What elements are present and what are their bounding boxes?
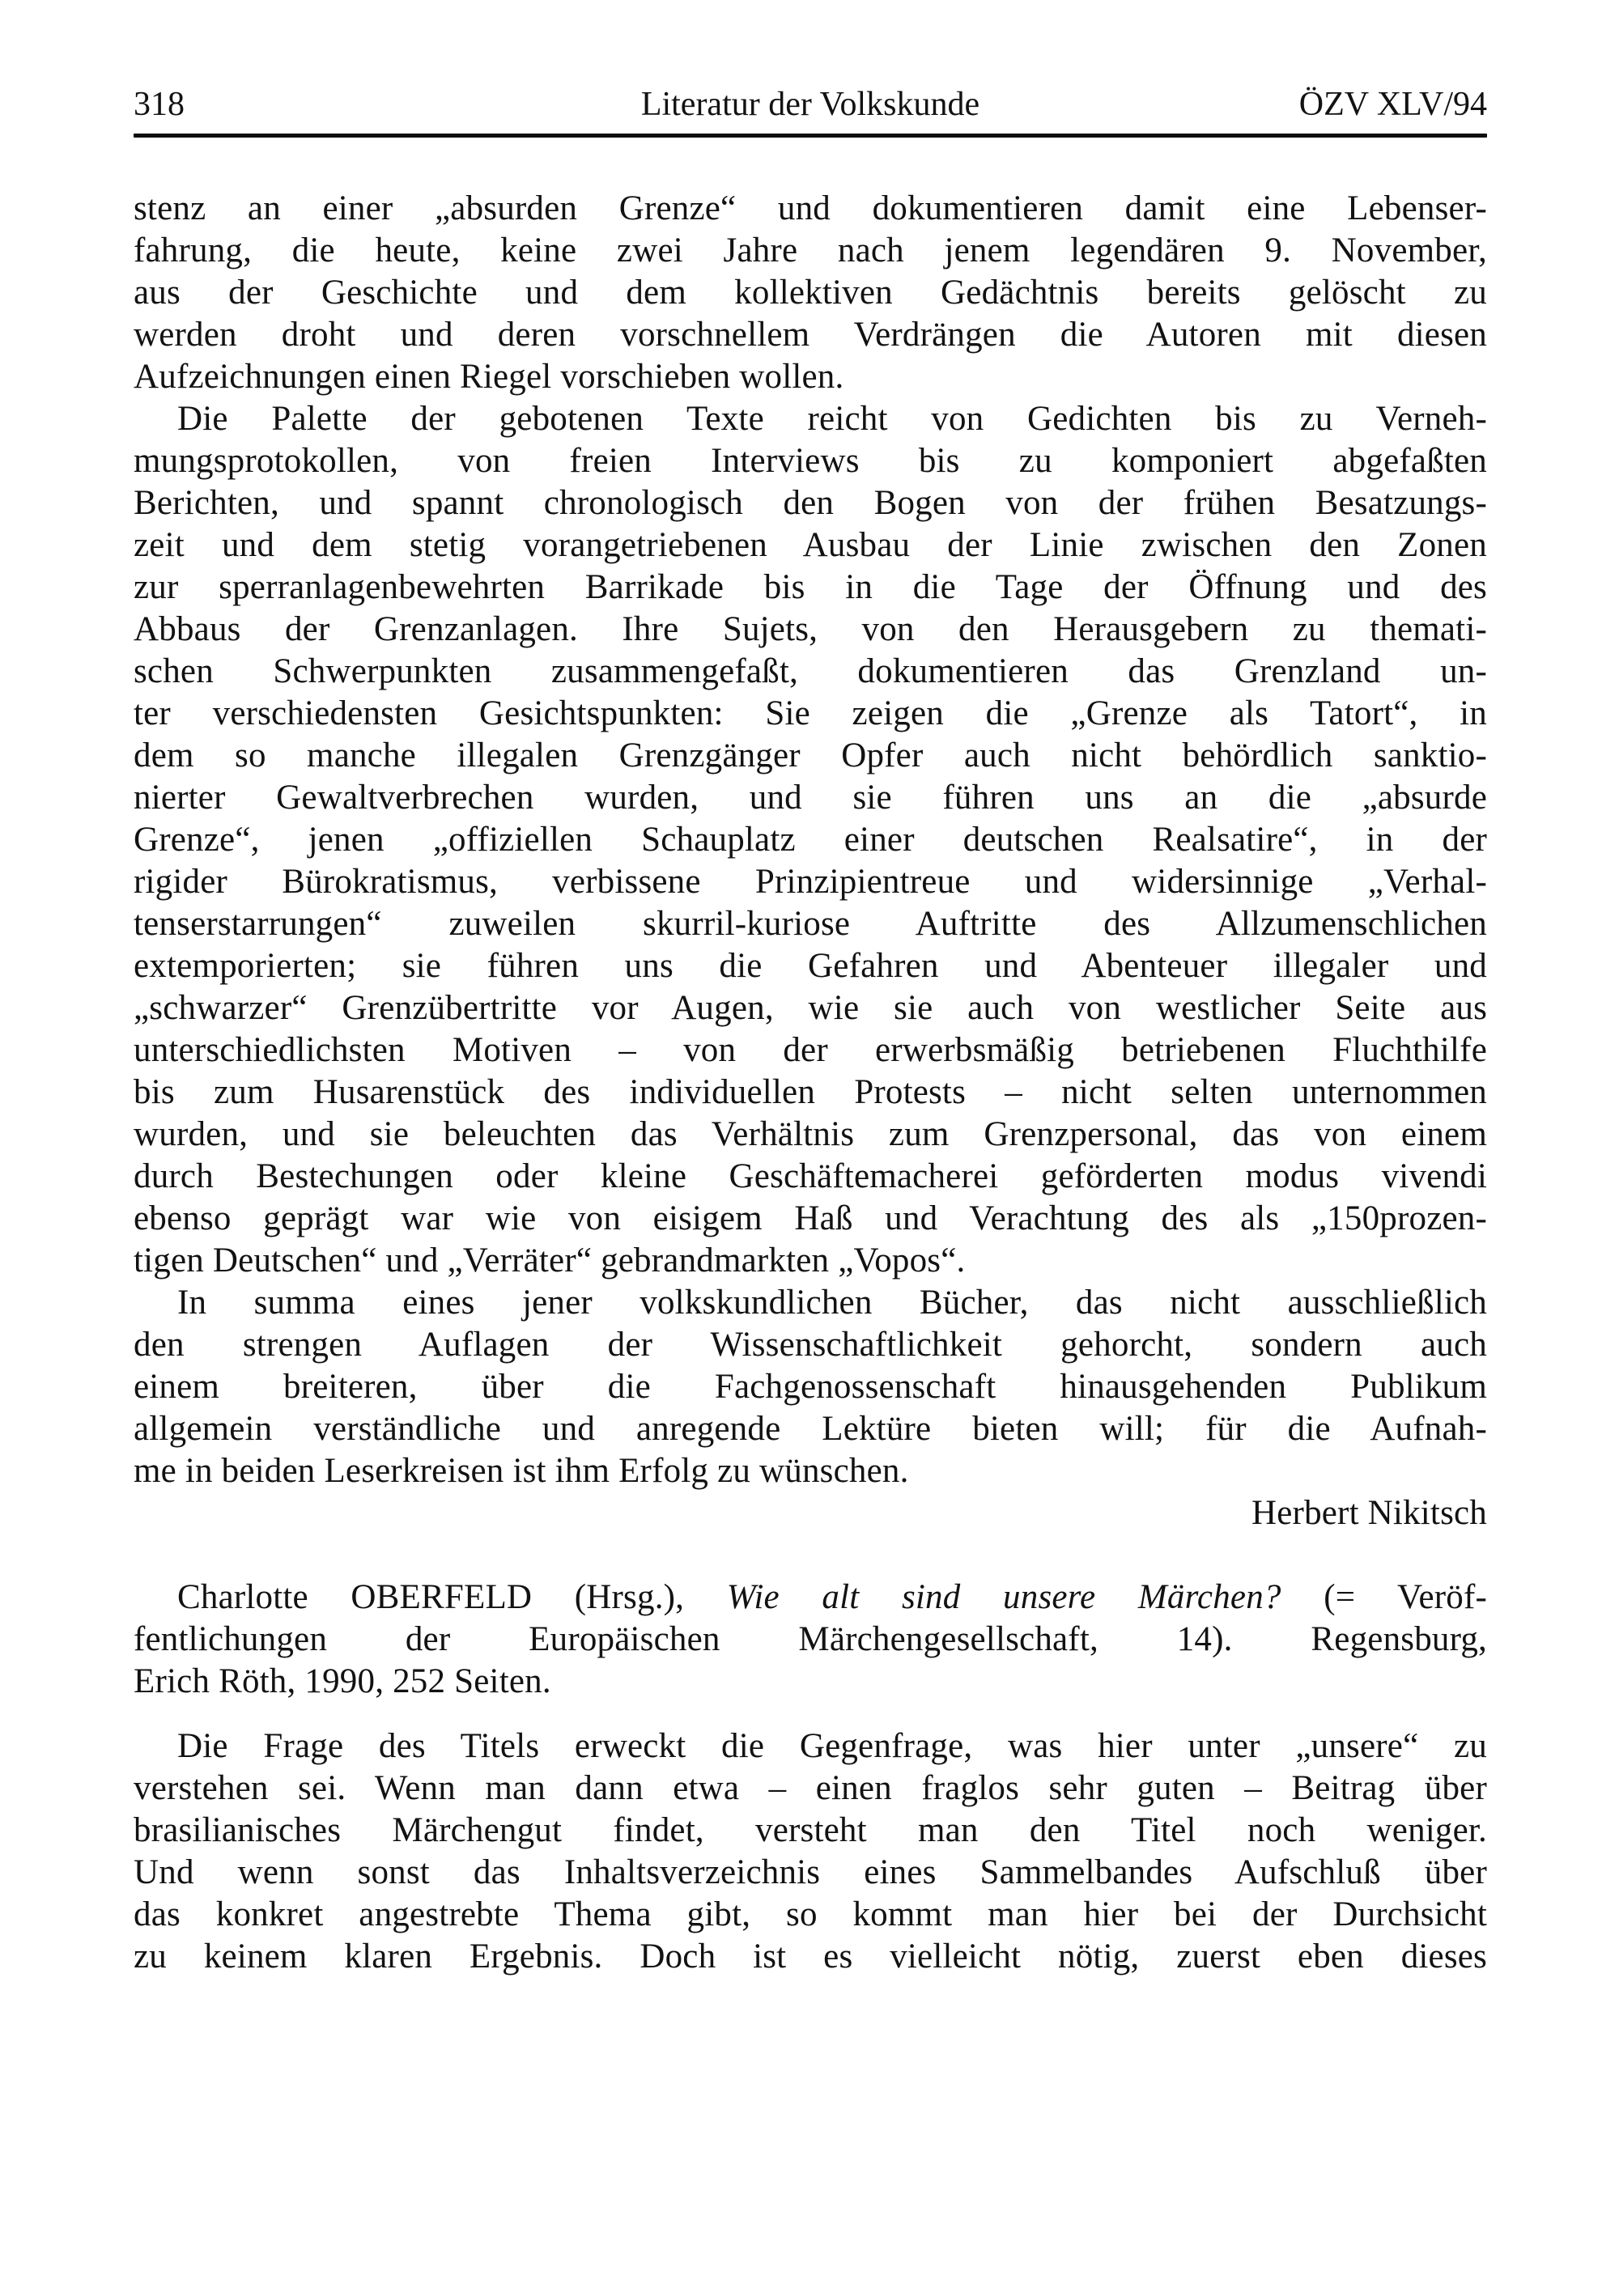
text-line: stenz an einer „absurden Grenze“ und dokumentieren damit eine Lebenser-: [134, 189, 1487, 227]
text-line: tigen Deutschen“ und „Verräter“ gebrandmarkten „Vopos“.: [134, 1241, 966, 1280]
running-title: Literatur der Volkskunde: [640, 86, 980, 123]
text-line: mungsprotokollen, von freien Interviews bis zu komponiert abgefaßten: [134, 442, 1487, 480]
text-line: zur sperranlagenbewehrten Barrikade bis in die Tage der Öffnung und des: [134, 568, 1487, 606]
text-line: ebenso geprägt war wie von eisigem Haß und Verachtung des als „150prozen-: [134, 1199, 1487, 1237]
text-line: Berichten, und spannt chronologisch den Bogen von der frühen Besatzungs-: [134, 484, 1487, 522]
text-line: bis zum Husarenstück des individuellen Protests – nicht selten unternommen: [134, 1073, 1487, 1111]
text-line: durch Bestechungen oder kleine Geschäftemacherei geförderten modus vivendi: [134, 1157, 1487, 1195]
text-line: Grenze“, jenen „offiziellen Schauplatz einer deutschen Realsatire“, in der: [134, 821, 1487, 859]
review-heading: [134, 1577, 1487, 1703]
text-line: aus der Geschichte und dem kollektiven Gedächtnis bereits gelöscht zu: [134, 274, 1487, 312]
text-line: Abbaus der Grenzanlagen. Ihre Sujets, von den Herausgebern zu themati-: [134, 610, 1487, 648]
text-line: Die Palette der gebotenen Texte reicht von Gedichten bis zu Verneh-: [177, 400, 1487, 438]
page-content: [0, 86, 1619, 1978]
book-title-italic: Wie alt sind unsere Märchen?: [726, 1578, 1281, 1616]
heading-author: Charlotte OBERFELD (Hrsg.),: [177, 1578, 727, 1616]
header-rule: [134, 134, 1487, 138]
text-line: den strengen Auflagen der Wissenschaftlichkeit gehorcht, sondern auch: [134, 1326, 1487, 1364]
text-line: Aufzeichnungen einen Riegel vorschieben wollen.: [134, 358, 844, 396]
heading-series: (= Veröf-: [1281, 1578, 1488, 1616]
text-line: verstehen sei. Wenn man dann etwa – einen fraglos sehr guten – Beitrag über: [134, 1769, 1487, 1807]
continuation-paragraph: [134, 188, 1487, 398]
text-line: werden droht und deren vorschnellem Verdrängen die Autoren mit diesen: [134, 316, 1487, 354]
page-number: 318: [134, 86, 185, 123]
text-line: zeit und dem stetig vorangetriebenen Ausbau der Linie zwischen den Zonen: [134, 526, 1487, 564]
text-line: In summa eines jener volkskundlichen Bücher, das nicht ausschließlich: [177, 1284, 1487, 1322]
heading-line: [134, 1577, 1487, 1619]
reviewer-signature: Herbert Nikitsch: [1251, 1494, 1487, 1532]
text-line: „schwarzer“ Grenzübertritte vor Augen, wie sie auch von westlicher Seite aus: [134, 989, 1487, 1027]
text-line: ter verschiedensten Gesichtspunkten: Sie zeigen die „Grenze als Tatort“, in: [134, 694, 1487, 732]
text-line: schen Schwerpunkten zusammengefaßt, dokumentieren das Grenzland un-: [134, 652, 1487, 690]
review-text-block: [134, 188, 1487, 1978]
text-line: nierter Gewaltverbrechen wurden, und sie führen uns an die „absurde: [134, 779, 1487, 817]
text-line: me in beiden Leserkreisen ist ihm Erfolg zu wünschen.: [134, 1452, 909, 1490]
heading-line: Erich Röth, 1990, 252 Seiten.: [134, 1662, 551, 1700]
text-line: zu keinem klaren Ergebnis. Doch ist es vielleicht nötig, zuerst eben dieses: [134, 1937, 1487, 1976]
heading-line: fentlichungen der Europäischen Märchengesellschaft, 14). Regensburg,: [134, 1620, 1487, 1658]
paragraph-palette: [134, 398, 1487, 1282]
second-review: [134, 1577, 1487, 1978]
text-line: extemporierten; sie führen uns die Gefahren und Abenteuer illegaler und: [134, 947, 1487, 985]
paragraph-summary: [134, 1282, 1487, 1492]
text-line: brasilianisches Märchengut findet, versteht man den Titel noch weniger.: [134, 1811, 1487, 1849]
text-line: einem breiteren, über die Fachgenossenschaft hinausgehenden Publikum: [134, 1368, 1487, 1406]
text-line: Die Frage des Titels erweckt die Gegenfrage, was hier unter „unsere“ zu: [177, 1727, 1487, 1765]
text-line: Und wenn sonst das Inhaltsverzeichnis eines Sammelbandes Aufschluß über: [134, 1853, 1487, 1891]
journal-reference: ÖZV XLV/94: [1298, 86, 1487, 123]
text-line: unterschiedlichsten Motiven – von der erwerbsmäßig betriebenen Fluchthilfe: [134, 1031, 1487, 1069]
running-header: [134, 86, 1487, 123]
text-line: das konkret angestrebte Thema gibt, so kommt man hier bei der Durchsicht: [134, 1895, 1487, 1933]
text-line: allgemein verständliche und anregende Lektüre bieten will; für die Aufnah-: [134, 1410, 1487, 1448]
scanned-journal-page: [0, 86, 1619, 2296]
text-line: dem so manche illegalen Grenzgänger Opfer auch nicht behördlich sanktio-: [134, 736, 1487, 775]
text-line: rigider Bürokratismus, verbissene Prinzipientreue und widersinnige „Verhal-: [134, 863, 1487, 901]
text-line: wurden, und sie beleuchten das Verhältnis zum Grenzpersonal, das von einem: [134, 1115, 1487, 1153]
text-line: tenserstarrungen“ zuweilen skurril-kuriose Auftritte des Allzumenschlichen: [134, 905, 1487, 943]
paragraph-frage: [134, 1725, 1487, 1978]
text-line: fahrung, die heute, keine zwei Jahre nach jenem legendären 9. November,: [134, 231, 1487, 269]
